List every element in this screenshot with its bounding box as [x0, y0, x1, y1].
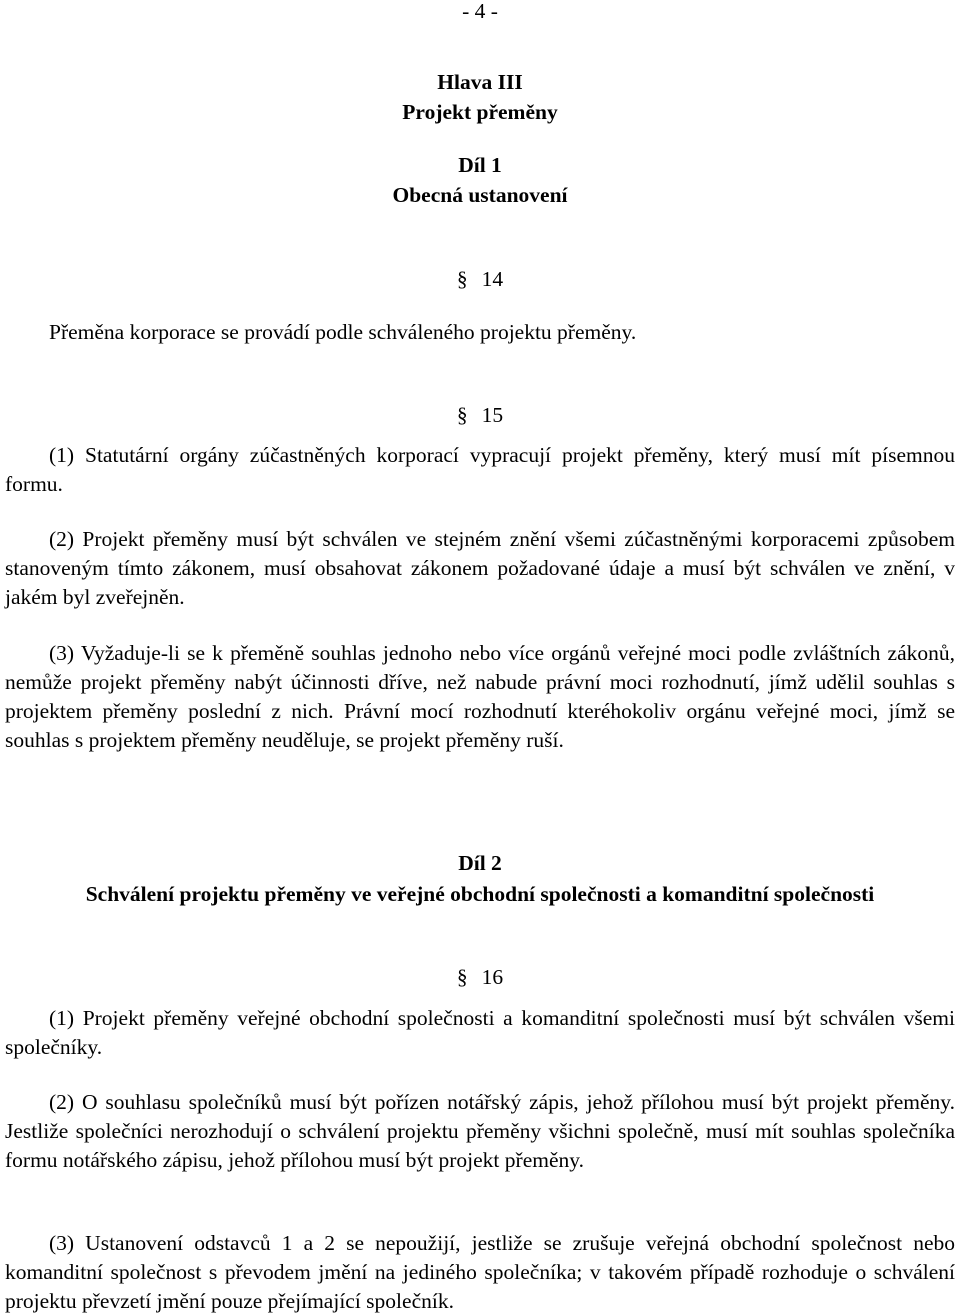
page-number: - 4 -	[462, 0, 498, 23]
section-number: 14	[481, 267, 504, 291]
chapter-number: Hlava III	[437, 70, 523, 94]
document-page	[5, 0, 955, 1315]
section-15-paragraph-1: (1) Statutární orgány zúčastněných korporací vypracují projekt přeměny, který musí mít písemnou formu.	[5, 443, 955, 496]
section-number: 16	[481, 965, 504, 989]
part-1-number: Díl 1	[458, 153, 502, 177]
section-15-paragraph-3: (3) Vyžaduje-li se k přeměně souhlas jednoho nebo více orgánů veřejné moci podle zvláštních zákonů, nemůže projekt přeměny nabýt účinnosti dříve, než nabude právní moci rozhodnutí, jímž udělil souhlas s projektem přeměny poslední z nich. Právní mocí rozhodnutí kteréhokoliv orgánu veřejné moci, jímž se souhlas s projektem přeměny neuděluje, se projekt přeměny ruší.	[5, 641, 955, 752]
section-16-paragraph-1: (1) Projekt přeměny veřejné obchodní společnosti a komanditní společnosti musí být schválen všemi společníky.	[5, 1006, 955, 1059]
section-16-paragraph-3: (3) Ustanovení odstavců 1 a 2 se nepoužijí, jestliže se zrušuje veřejná obchodní společnost nebo komanditní společnost s převodem jmění na jediného společníka; v takovém případě rozhoduje o schválení projektu převzetí jmění pouze přejímající společník.	[5, 1231, 955, 1313]
section-15-heading	[5, 401, 955, 430]
section-15-paragraph-2: (2) Projekt přeměny musí být schválen ve stejném znění všemi zúčastněnými korporacemi způsobem stanoveným tímto zákonem, musí obsahovat zákonem požadované údaje a musí být schválen ve znění, v jakém byl zveřejněn.	[5, 527, 955, 609]
section-sign: §	[456, 267, 468, 291]
section-14-text: Přeměna korporace se provádí podle schváleného projektu přeměny.	[49, 320, 637, 344]
part-1-title: Obecná ustanovení	[392, 183, 568, 207]
part-2-number: Díl 2	[458, 851, 502, 875]
chapter-title: Projekt přeměny	[402, 100, 558, 124]
section-sign: §	[456, 965, 468, 989]
part-2-title: Schválení projektu přeměny ve veřejné obchodní společnosti a komanditní společnosti	[85, 882, 875, 906]
section-sign: §	[456, 403, 468, 427]
section-16-heading	[5, 963, 955, 992]
section-16-paragraph-2: (2) O souhlasu společníků musí být pořízen notářský zápis, jehož přílohou musí být projekt přeměny. Jestliže společníci nerozhodují o schválení projektu přeměny všichni společně, musí mít souhlas společníka formu notářského zápisu, jehož přílohou musí být projekt přeměny.	[5, 1090, 955, 1172]
section-14-heading	[5, 265, 955, 294]
section-number: 15	[481, 403, 504, 427]
